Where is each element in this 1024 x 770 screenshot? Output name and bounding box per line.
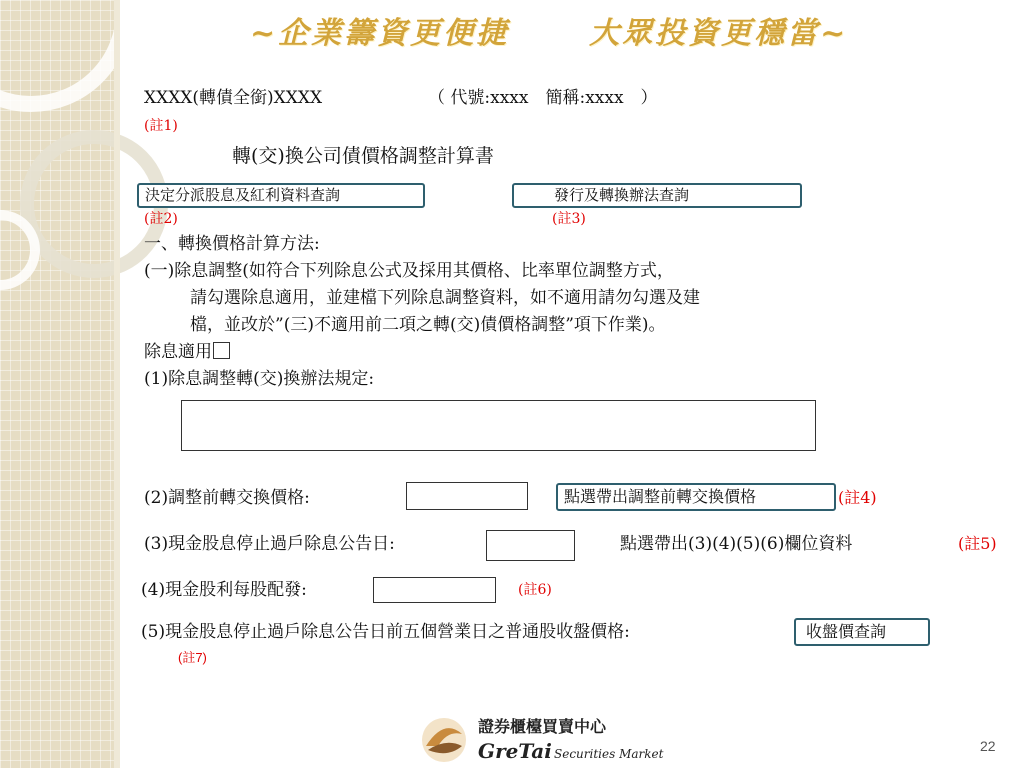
- note-2: (註2): [144, 211, 178, 227]
- note-4: (註4): [838, 488, 877, 507]
- page-number: 22: [980, 738, 996, 754]
- dividend-applicable-label: 除息適用: [144, 342, 212, 362]
- left-decorative-panel: [0, 0, 114, 768]
- load-fields-hint: 點選帶出(3)(4)(5)(6)欄位資料: [620, 534, 853, 554]
- item-4-label: (4)現金股利每股配發:: [141, 580, 307, 600]
- section-paragraph-line: (一)除息調整(如符合下列除息公式及採用其價格、比率單位調整方式，: [144, 261, 674, 281]
- dividend-applicable-row: [144, 342, 230, 362]
- logo-en-sub: Securities Market: [554, 747, 664, 761]
- note-5: (註5): [958, 534, 997, 553]
- item-5-label: (5)現金股息停止過戶除息公告日前五個營業日之普通股收盤價格:: [141, 622, 630, 642]
- close-price-query-button[interactable]: 收盤價查詢: [794, 618, 930, 646]
- item-2-label: (2)調整前轉交換價格:: [144, 488, 310, 508]
- ex-dividend-date-input[interactable]: [486, 530, 575, 561]
- document-title: 轉(交)換公司債價格調整計算書: [232, 145, 494, 167]
- note-3: (註3): [552, 211, 586, 227]
- item-1-label: (1)除息調整轉(交)換辦法規定:: [144, 369, 375, 389]
- item-3-label: (3)現金股息停止過戶除息公告日:: [144, 534, 395, 554]
- note-6: (註6): [518, 582, 552, 598]
- decorative-arc: [0, 0, 132, 112]
- note-7: (註7): [178, 650, 207, 665]
- dividend-applicable-checkbox[interactable]: [213, 342, 230, 359]
- section-paragraph-line: 檔，並改於”(三)不適用前二項之轉(交)債價格調整”項下作業)。: [190, 315, 666, 335]
- logo-en-main: GreTai: [478, 739, 552, 763]
- load-pre-adjust-price-button[interactable]: 點選帶出調整前轉交換價格: [556, 483, 836, 511]
- slogan-header: [250, 8, 848, 52]
- logo-cn-text: 證券櫃檯買賣中心: [478, 717, 607, 736]
- gretai-logo: [418, 712, 668, 766]
- conversion-rule-textarea[interactable]: [181, 400, 816, 451]
- slogan-left: ~企業籌資更便捷: [250, 16, 510, 51]
- section-paragraph-line: 請勾選除息適用，並建檔下列除息調整資料，如不適用請勿勾選及建: [190, 288, 700, 308]
- slogan-right: 大眾投資更穩當~: [589, 16, 849, 51]
- note-1: (註1): [144, 118, 178, 134]
- section-heading: 一、轉換價格計算方法:: [144, 234, 320, 254]
- gretai-logo-icon: [418, 712, 668, 766]
- sidebar-edge: [114, 0, 120, 768]
- cash-dividend-input[interactable]: [373, 577, 496, 603]
- pre-adjust-price-input[interactable]: [406, 482, 528, 510]
- dividend-query-button[interactable]: 決定分派股息及紅利資料查詢: [137, 183, 425, 208]
- issuance-query-button[interactable]: 發行及轉換辦法查詢: [512, 183, 802, 208]
- company-name: XXXX(轉債全銜)XXXX: [144, 88, 323, 108]
- stock-code-line: （ 代號:xxxx 簡稱:xxxx ）: [428, 88, 658, 108]
